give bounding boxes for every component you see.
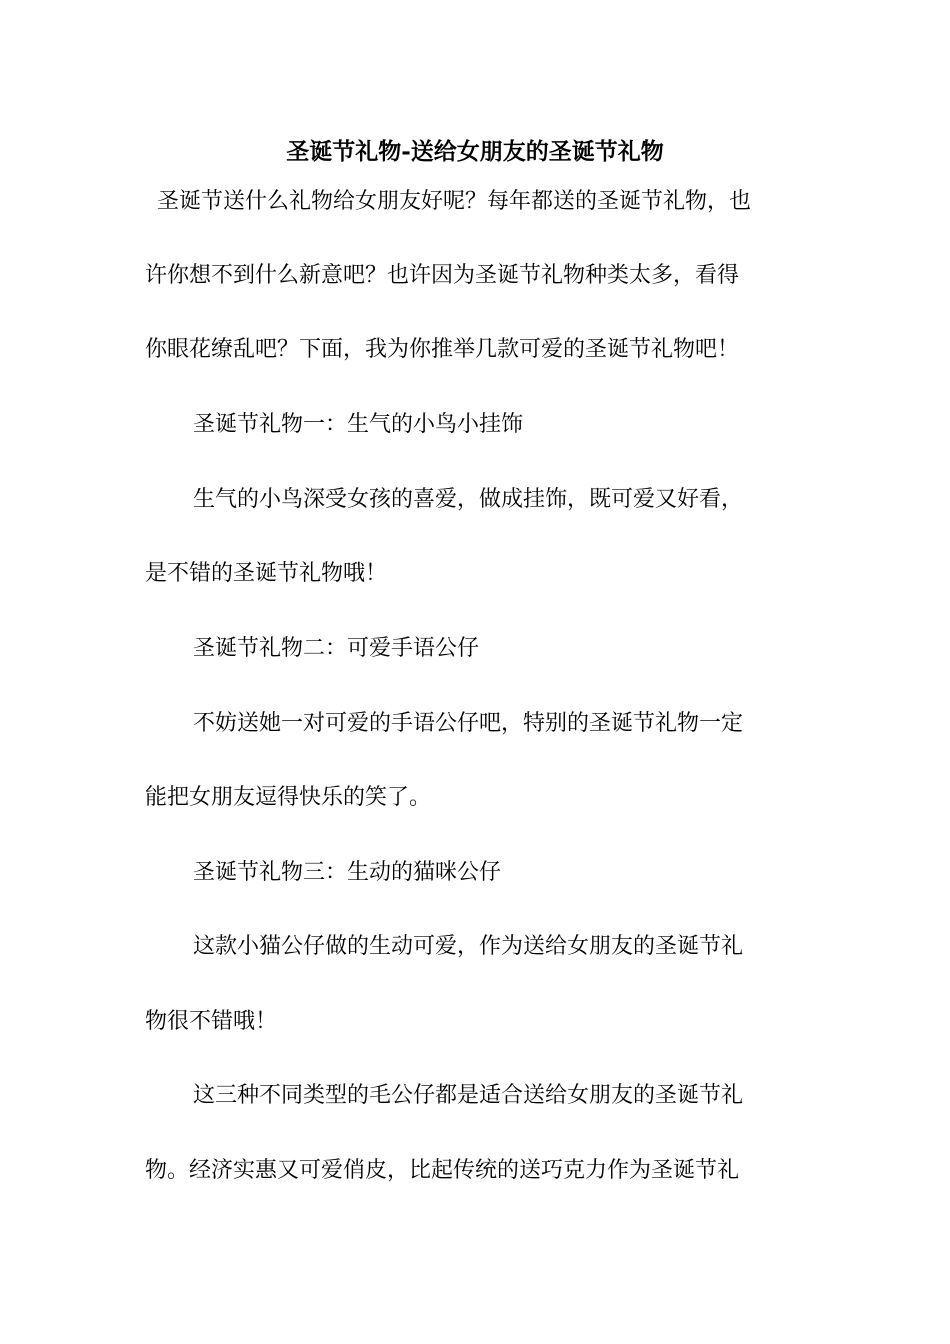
- paragraph-line: 是不错的圣诞节礼物哦！: [145, 561, 388, 586]
- paragraph-line: 不妨送她一对可爱的手语公仔吧，特别的圣诞节礼物一定: [193, 711, 744, 736]
- section-heading: 圣诞节礼物一：生气的小鸟小挂饰: [193, 412, 524, 437]
- paragraph-line: 物。经济实惠又可爱俏皮，比起传统的送巧克力作为圣诞节礼: [145, 1158, 740, 1183]
- paragraph-line: 这款小猫公仔做的生动可爱，作为送给女朋友的圣诞节礼: [193, 934, 744, 959]
- section-heading: 圣诞节礼物三：生动的猫咪公仔: [193, 860, 502, 885]
- paragraph-line: 能把女朋友逗得快乐的笑了。: [145, 785, 432, 810]
- paragraph-line: 这三种不同类型的毛公仔都是适合送给女朋友的圣诞节礼: [193, 1083, 744, 1108]
- document-title: 圣诞节礼物-送给女朋友的圣诞节礼物: [286, 138, 664, 165]
- paragraph-line: 生气的小鸟深受女孩的喜爱，做成挂饰，既可爱又好看，: [193, 487, 744, 512]
- paragraph-line: 你眼花缭乱吧？下面，我为你推举几款可爱的圣诞节礼物吧！: [145, 337, 740, 362]
- paragraph-line: 圣诞节送什么礼物给女朋友好呢？每年都送的圣诞节礼物，也: [157, 189, 752, 214]
- paragraph-line: 许你想不到什么新意吧？也许因为圣诞节礼物种类太多，看得: [145, 263, 740, 288]
- paragraph-line: 物很不错哦！: [145, 1009, 278, 1034]
- section-heading: 圣诞节礼物二：可爱手语公仔: [193, 636, 480, 661]
